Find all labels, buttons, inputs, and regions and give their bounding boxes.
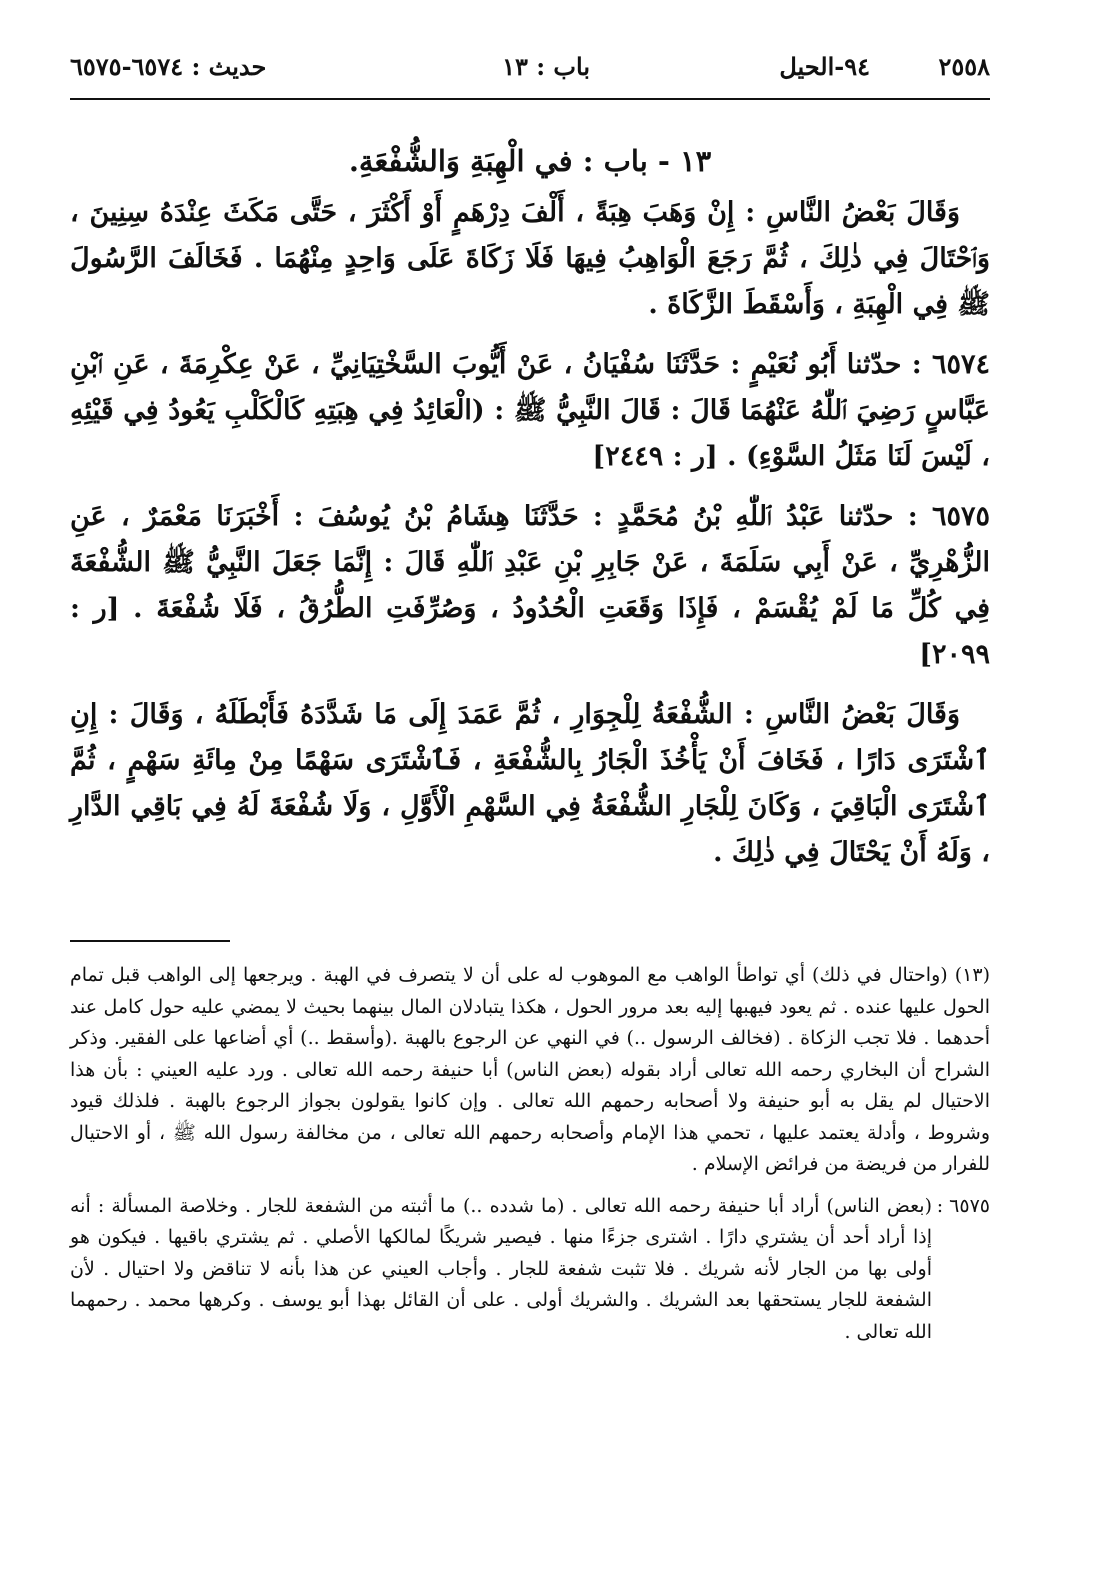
main-text — [70, 138, 990, 890]
closing-paragraph: وَقَالَ بَعْضُ النَّاسِ : الشُّفْعَةُ لِلْجِوَارِ ، ثُمَّ عَمَدَ إِلَى مَا شَدَّدَهُ فَأَبْطَلَهُ ، وَقَالَ : إِنِ ٱشْتَرَى دَارًا ، فَخَافَ أَنْ يَأْخُذَ الْجَارُ بِالشُّفْعَةِ ، فَٱشْتَرَى سَهْمًا مِنْ مِائَةِ سَهْمٍ ، ثُمَّ ٱشْتَرَى الْبَاقِيَ ، وَكَانَ لِلْجَارِ الشُّفْعَةُ فِي السَّهْمِ الْأَوَّلِ ، وَلَا شُفْعَةَ لَهُ فِي بَاقِي الدَّارِ ، وَلَهُ أَنْ يَحْتَالَ فِي ذٰلِكَ . — [70, 699, 990, 868]
footnote-text: (بعض الناس) أراد أبا حنيفة رحمه الله تعالى . (ما شدده ..) ما أثبته من الشفعة للجار . وخلاصة المسألة : أنه إذا أراد أحد أن يشتري دارًا . اشترى جزءًا منها . فيصير شريكًا لمالكها الأصلي . ثم يشتري باقيها . فيكون هو أولى بها من الجار لأنه شريك . فلا تثبت شفعة للجار . وأجاب العيني عن هذا بأنه لا تناقض ولا احتيال . لأن الشفعة للجار يستحقها بعد الشريك . والشريك أولى . على أن القائل بهذا أبو يوسف . وكرهها محمد . رحمهما الله تعالى . — [70, 1194, 932, 1343]
running-header — [70, 40, 990, 84]
footnote-13 — [70, 960, 990, 1181]
footnote-6575 — [70, 1191, 990, 1349]
hadith-6574: ٦٥٧٤ : حدّثنا أَبُو نُعَيْمٍ : حَدَّثَنَا سُفْيَانُ ، عَنْ أَيُّوبَ السَّخْتِيَانِيِّ ، عَنْ عِكْرِمَةَ ، عَنِ ٱبْنِ عَبَّاسٍ رَضِيَ ٱللّٰهُ عَنْهُمَا قَالَ : قَالَ النَّبِيُّ ﷺ : (الْعَائِدُ فِي هِبَتِهِ كَالْكَلْبِ يَعُودُ فِي قَيْئِهِ ، لَيْسَ لَنَا مَثَلُ السَّوْءِ) . [ر : ٢٤٤٩] — [70, 349, 990, 472]
chapter-title: ١٣ - باب : في الْهِبَةِ وَالشُّفْعَةِ. — [348, 144, 712, 178]
book-page — [70, 40, 990, 1550]
intro-paragraph: وَقَالَ بَعْضُ النَّاسِ : إِنْ وَهَبَ هِبَةً ، أَلْفَ دِرْهَمٍ أَوْ أَكْثَرَ ، حَتَّى مَكَثَ عِنْدَهُ سِنِينَ ، وَٱحْتَالَ فِي ذٰلِكَ ، ثُمَّ رَجَعَ الْوَاهِبُ فِيهَا فَلَا زَكَاةَ عَلَى وَاحِدٍ مِنْهُمَا . فَخَالَفَ الرَّسُولَ ﷺ فِي الْهِبَةِ ، وَأَسْقَطَ الزَّكَاةَ . — [70, 197, 990, 320]
footnote-number: ٦٥٧٥ : — [936, 1194, 990, 1217]
header-divider — [70, 98, 990, 100]
chapter-reference: باب : ١٣ — [502, 52, 590, 81]
page-number: ٢٥٥٨ — [938, 52, 990, 81]
book-title: ٩٤-الحيل — [779, 52, 870, 81]
hadith-range: حديث : ٦٥٧٤-٦٥٧٥ — [70, 52, 267, 81]
hadith-6575: ٦٥٧٥ : حدّثنا عَبْدُ ٱللّٰهِ بْنُ مُحَمَّدٍ : حَدَّثَنَا هِشَامُ بْنُ يُوسُفَ : أَخْبَرَنَا مَعْمَرٌ ، عَنِ الزُّهْرِيِّ ، عَنْ أَبِي سَلَمَةَ ، عَنْ جَابِرِ بْنِ عَبْدِ ٱللّٰهِ قَالَ : إِنَّمَا جَعَلَ النَّبِيُّ ﷺ الشُّفْعَةَ فِي كُلِّ مَا لَمْ يُقْسَمْ ، فَإِذَا وَقَعَتِ الْحُدُودُ ، وَصُرِّفَتِ الطُّرُقُ ، فَلَا شُفْعَةَ . [ر : ٢٠٩٩] — [70, 501, 990, 670]
footnote-number: (١٣) — [954, 964, 990, 986]
footnote-divider — [70, 940, 230, 942]
footnotes — [70, 960, 990, 1358]
footnote-text: (واحتال في ذلك) أي تواطأ الواهب مع الموهوب له على أن لا يتصرف في الهبة . ويرجعها إلى الواهب قبل تمام الحول عليها عنده . ثم يعود فيهبها إليه بعد مرور الحول ، هكذا يتبادلان المال بينهما بحيث لا يمضي عليه حول كامل عند أحدهما . فلا تجب الزكاة . (فخالف الرسول ..) في النهي عن الرجوع بالهبة .(وأسقط ..) أي أضاعها على الفقير. وذكر الشراح أن البخاري رحمه الله تعالى أراد بقوله (بعض الناس) أبا حنيفة رحمه الله تعالى . ورد عليه العيني : بأن هذا الاحتيال لم يقل به أبو حنيفة ولا أصحابه رحمهم الله تعالى . وإن كانوا يقولون بجواز الرجوع بالهبة . فلذلك قيود وشروط ، وأدلة يعتمد عليها ، تحمي هذا الإمام وأصحابه رحمهم الله تعالى ، من مخالفة رسول الله ﷺ ، أو الاحتيال للفرار من فريضة من فرائض الإسلام . — [70, 964, 990, 1175]
